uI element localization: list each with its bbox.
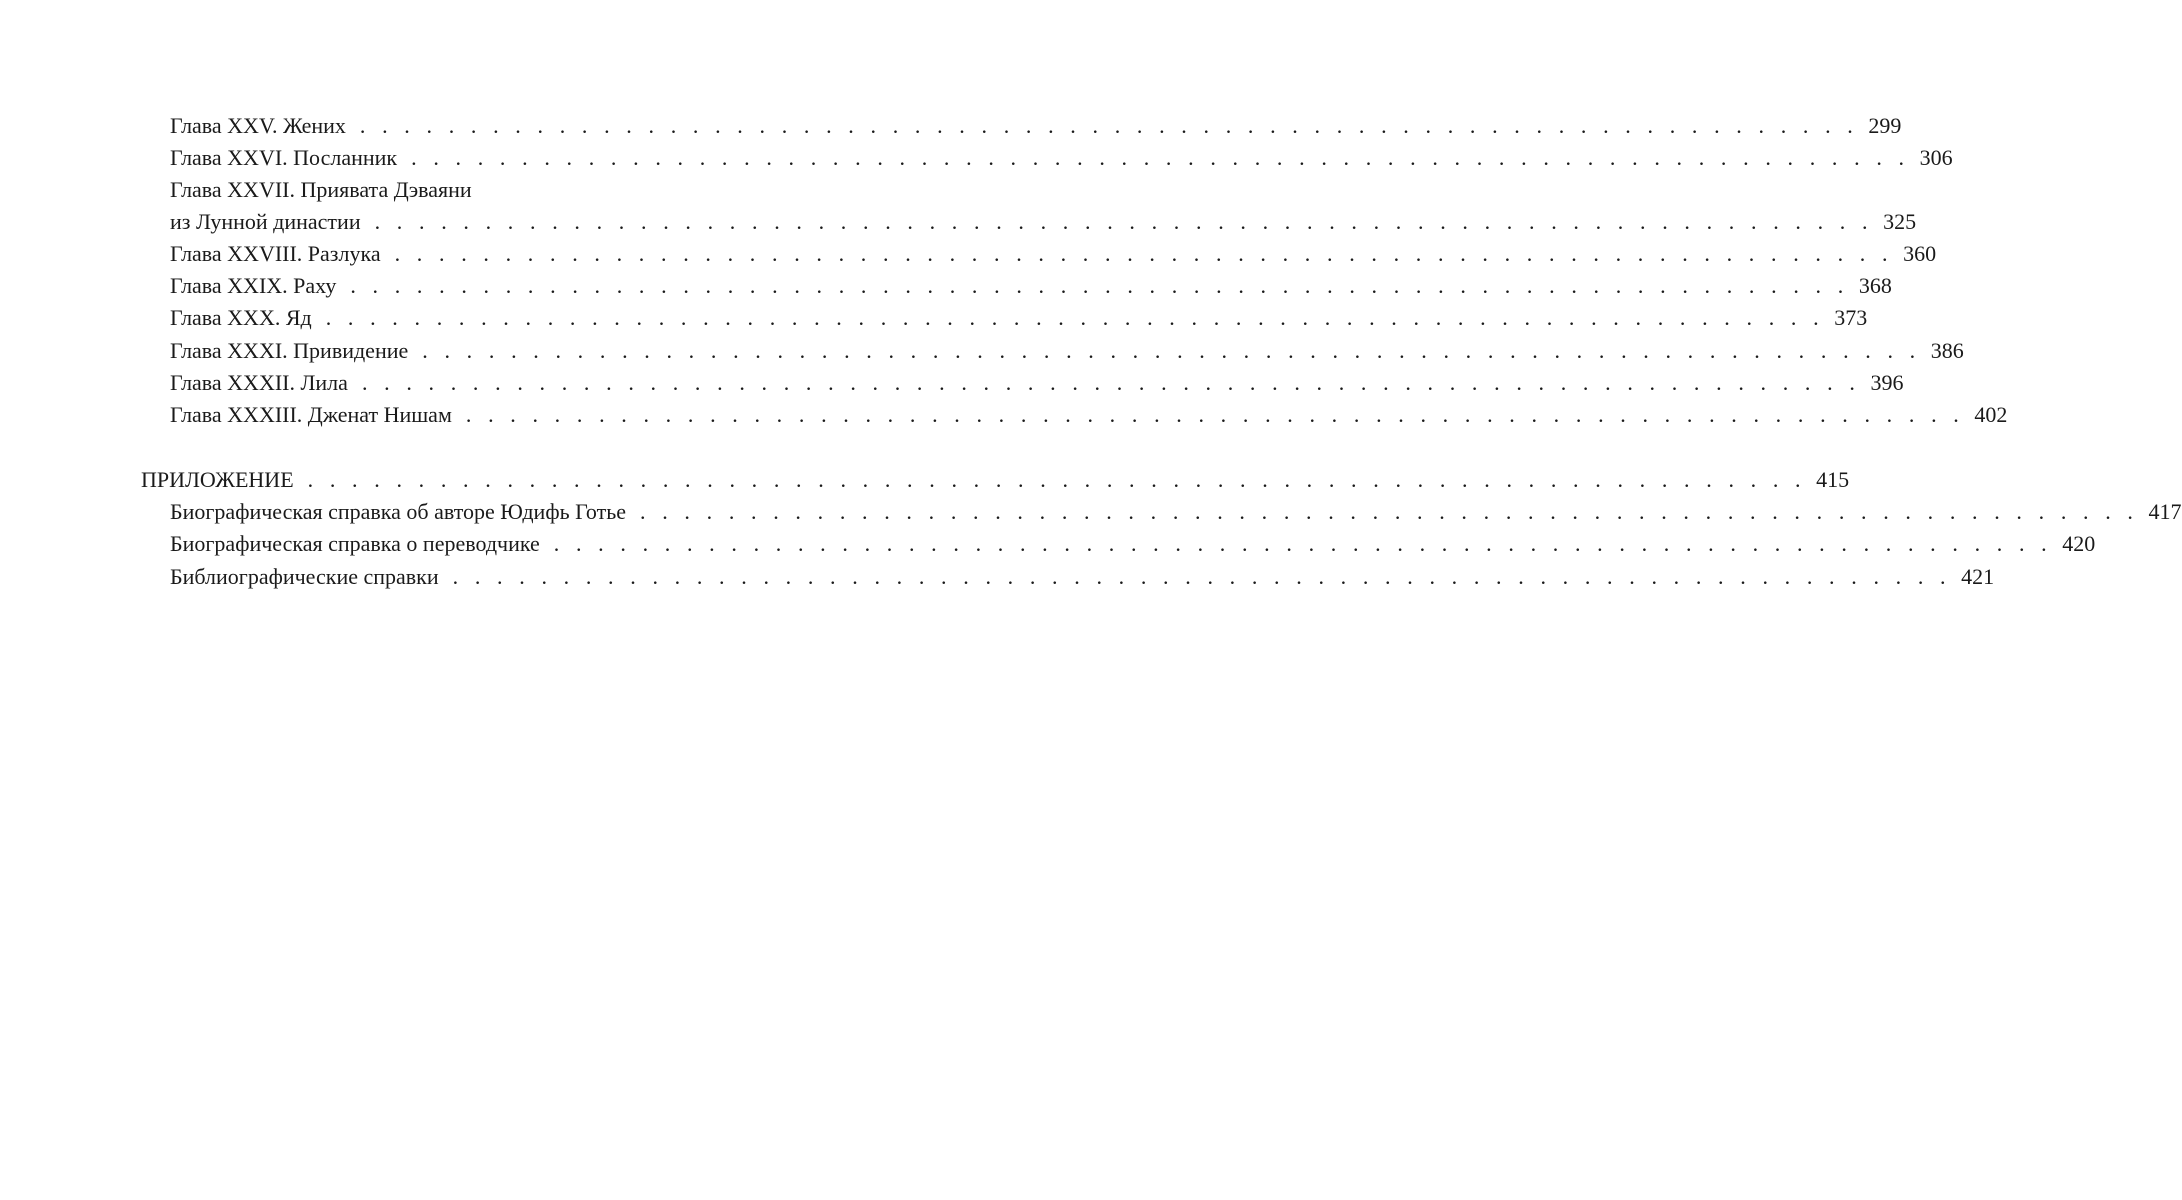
toc-entry-page: 306 — [1919, 145, 1953, 170]
dot-leader: . . . . . . . . . . . . . . . . . . . . . . . . . . . . . . . . . . . . . . . . . . . . . . . . . . . . . . . . . . . . . . . . . . . . — [307, 467, 1807, 492]
toc-entry — [170, 111, 1902, 141]
toc-entry-title: Биографическая справка об авторе Юдифь Готье — [170, 499, 627, 524]
dot-leader: . . . . . . . . . . . . . . . . . . . . . . . . . . . . . . . . . . . . . . . . . . . . . . . . . . . . . . . . . . . . . . . . . . . . — [359, 113, 1859, 138]
dot-leader: . . . . . . . . . . . . . . . . . . . . . . . . . . . . . . . . . . . . . . . . . . . . . . . . . . . . . . . . . . . . . . . . . . . . — [640, 499, 2139, 524]
dot-leader: . . . . . . . . . . . . . . . . . . . . . . . . . . . . . . . . . . . . . . . . . . . . . . . . . . . . . . . . . . . . . . . . . . . . — [374, 209, 1874, 234]
toc-entry — [170, 562, 1995, 592]
toc-entry — [170, 529, 2096, 559]
toc-entry-title: Глава XXXI. Привидение — [170, 338, 409, 363]
toc-entry — [170, 207, 1917, 237]
toc-entry — [170, 303, 1868, 333]
toc-entry-title: Глава XXVI. Посланник — [170, 145, 398, 170]
dot-leader: . . . . . . . . . . . . . . . . . . . . . . . . . . . . . . . . . . . . . . . . . . . . . . . . . . . . . . . . . . . . . . . . . . . . — [394, 241, 1894, 266]
toc-entry — [170, 336, 1964, 366]
toc-entry-title: Биографическая справка о переводчике — [170, 531, 540, 556]
dot-leader: . . . . . . . . . . . . . . . . . . . . . . . . . . . . . . . . . . . . . . . . . . . . . . . . . . . . . . . . . . . . . . . . . . . . — [422, 338, 1921, 363]
dot-leader: . . . . . . . . . . . . . . . . . . . . . . . . . . . . . . . . . . . . . . . . . . . . . . . . . . . . . . . . . . . . . . . . . . . . — [452, 564, 1952, 589]
toc-entry-page: 368 — [1858, 273, 1892, 298]
toc-entry-title: Глава XXIX. Раху — [170, 273, 337, 298]
dot-leader: . . . . . . . . . . . . . . . . . . . . . . . . . . . . . . . . . . . . . . . . . . . . . . . . . . . . . . . . . . . . . . . . . . . . — [350, 273, 1849, 298]
toc-entry-page: 420 — [2062, 531, 2096, 556]
toc-entry — [170, 400, 2008, 430]
toc-section — [141, 465, 1850, 495]
toc-entry-title: Глава XXXII. Лила — [170, 370, 348, 395]
toc-entry-title: Глава XXXIII. Дженат Нишам — [170, 402, 452, 427]
toc-entry — [170, 497, 2182, 527]
dot-leader: . . . . . . . . . . . . . . . . . . . . . . . . . . . . . . . . . . . . . . . . . . . . . . . . . . . . . . . . . . . . . . . . . . . . — [553, 531, 2053, 556]
toc-entry-page: 299 — [1868, 113, 1902, 138]
toc-entry — [170, 368, 1904, 398]
dot-leader: . . . . . . . . . . . . . . . . . . . . . . . . . . . . . . . . . . . . . . . . . . . . . . . . . . . . . . . . . . . . . . . . . . . . — [361, 370, 1861, 395]
toc-entry-title: Библиографические справки — [170, 564, 439, 589]
toc-entry-page: 421 — [1961, 564, 1995, 589]
toc-entry-page: 360 — [1903, 241, 1937, 266]
toc-section-title: ПРИЛОЖЕНИЕ — [141, 467, 294, 492]
toc-entry-page: 396 — [1870, 370, 1904, 395]
toc-entry-title: Глава XXV. Жених — [170, 113, 346, 138]
toc-entry-page: 373 — [1834, 305, 1868, 330]
toc-entry — [170, 175, 758, 205]
toc-entry-title: из Лунной династии — [170, 209, 361, 234]
dot-leader: . . . . . . . . . . . . . . . . . . . . . . . . . . . . . . . . . . . . . . . . . . . . . . . . . . . . . . . . . . . . . . . . . . . . — [465, 402, 1965, 427]
toc-entry-title: Глава XXVIII. Разлука — [170, 241, 381, 266]
toc-entry-page: 325 — [1883, 209, 1917, 234]
toc-entry — [170, 143, 1953, 173]
toc-entry-title: Глава XXX. Яд — [170, 305, 312, 330]
dot-leader: . . . . . . . . . . . . . . . . . . . . . . . . . . . . . . . . . . . . . . . . . . . . . . . . . . . . . . . . . . . . . . . . . . . . — [325, 305, 1825, 330]
toc-entry-page: 402 — [1974, 402, 2008, 427]
toc-entry-page: 417 — [2148, 499, 2182, 524]
toc-section-page: 415 — [1816, 467, 1850, 492]
toc-entry-page: 386 — [1930, 338, 1964, 363]
toc-entry-title: Глава XXVII. Приявата Дэваяни — [170, 177, 472, 202]
dot-leader: . . . . . . . . . . . . . . . . . . . . . . . . . . . . . . . . . . . . . . . . . . . . . . . . . . . . . . . . . . . . . . . . . . . . — [411, 145, 1910, 170]
toc-entry — [170, 239, 1937, 269]
toc-entry — [170, 271, 1892, 301]
